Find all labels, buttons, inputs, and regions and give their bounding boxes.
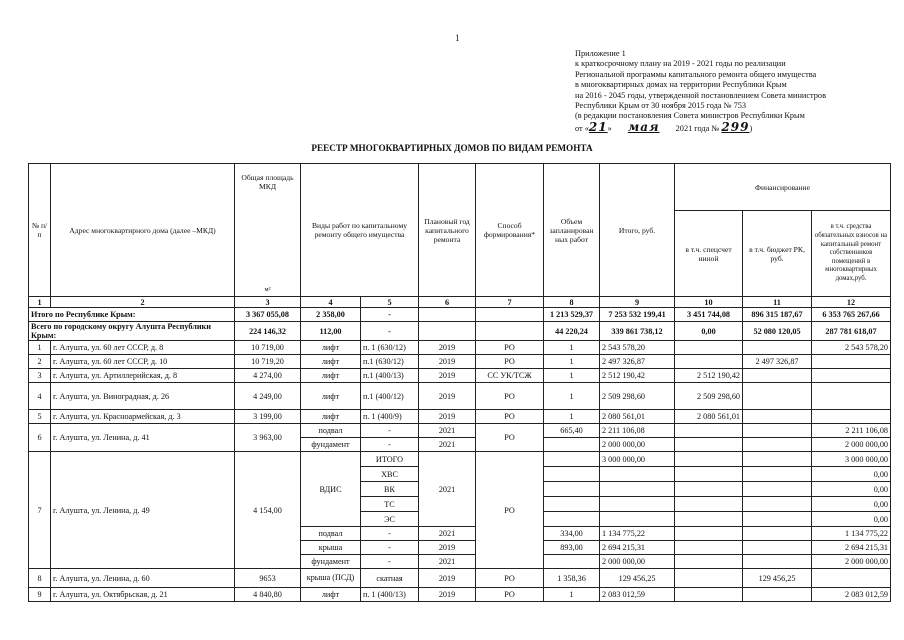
registry-table bbox=[28, 163, 891, 602]
summary-area: 3 367 055,08 bbox=[235, 308, 301, 322]
summary-total: 339 861 738,12 bbox=[600, 322, 675, 341]
appendix-line: Региональной программы капитального ремонта общего имущества bbox=[575, 69, 817, 79]
summary-fin3: 287 781 618,07 bbox=[812, 322, 891, 341]
header-volume: Объем запланирован ных работ bbox=[544, 164, 600, 297]
row-number: 9 bbox=[29, 588, 51, 602]
row-year: 2021 bbox=[419, 527, 476, 541]
summary-total: 7 253 532 199,41 bbox=[600, 308, 675, 322]
row-area: 3 963,00 bbox=[235, 424, 301, 452]
row-fin3 bbox=[812, 410, 891, 424]
row-fin3: 2 000 000,00 bbox=[812, 438, 891, 452]
table-row bbox=[29, 355, 891, 369]
row-address: г. Алушта, ул. Виноградная, д. 26 bbox=[51, 383, 235, 410]
row-total: 3 000 000,00 bbox=[600, 452, 675, 467]
row-work-detail: ИТОГО bbox=[361, 452, 419, 467]
registry-title: РЕЕСТР МНОГОКВАРТИРНЫХ ДОМОВ ПО ВИДАМ РЕМОНТА bbox=[311, 143, 593, 153]
col-num: 1 bbox=[29, 297, 51, 308]
row-work: подвал bbox=[301, 424, 361, 438]
row-fin3: 0,00 bbox=[812, 497, 891, 512]
date-quote: » bbox=[607, 123, 612, 133]
appendix-block bbox=[575, 49, 826, 134]
row-fin3: 2 000 000,00 bbox=[812, 555, 891, 569]
row-method: РО bbox=[476, 424, 544, 452]
row-fin2 bbox=[743, 424, 812, 438]
summary-row-alushta bbox=[29, 322, 891, 341]
row-volume: 1 bbox=[544, 341, 600, 355]
row-volume: 1 358,36 bbox=[544, 569, 600, 588]
row-work-detail: п.1 (400/13) bbox=[361, 369, 419, 383]
appendix-date-line bbox=[575, 119, 826, 134]
row-work: лифт bbox=[301, 588, 361, 602]
row-address: г. Алушта, ул. 60 лет СССР, д. 10 bbox=[51, 355, 235, 369]
row-total: 129 456,25 bbox=[600, 569, 675, 588]
col-num: 9 bbox=[600, 297, 675, 308]
row-work: лифт bbox=[301, 355, 361, 369]
row-fin1 bbox=[675, 555, 743, 569]
row-fin2 bbox=[743, 452, 812, 467]
row-number: 6 bbox=[29, 424, 51, 452]
row-address: г. Алушта, ул. Октябрьская, д. 21 bbox=[51, 588, 235, 602]
row-work-detail: п. 1 (400/13) bbox=[361, 588, 419, 602]
col-num: 11 bbox=[743, 297, 812, 308]
row-work-detail: - bbox=[361, 438, 419, 452]
row-fin1 bbox=[675, 512, 743, 527]
row-fin3: 2 543 578,20 bbox=[812, 341, 891, 355]
row-volume bbox=[544, 467, 600, 482]
row-fin3: 1 134 775,22 bbox=[812, 527, 891, 541]
summary-col4: 2 358,00 bbox=[301, 308, 361, 322]
col-num: 8 bbox=[544, 297, 600, 308]
appendix-line: (в редакции постановления Совета министров Республики Крым bbox=[575, 111, 805, 121]
row-work-detail: скатная bbox=[361, 569, 419, 588]
row-area: 4 274,00 bbox=[235, 369, 301, 383]
row-work-detail: ВК bbox=[361, 482, 419, 497]
row-work-detail: п. 1 (630/12) bbox=[361, 341, 419, 355]
row-fin1: 2 080 561,01 bbox=[675, 410, 743, 424]
header-num: № п/п bbox=[29, 164, 51, 297]
col-num: 5 bbox=[361, 297, 419, 308]
row-fin2 bbox=[743, 341, 812, 355]
summary-empty bbox=[476, 308, 544, 322]
summary-empty bbox=[476, 322, 544, 341]
row-address: г. Алушта, ул. 60 лет СССР, д. 8 bbox=[51, 341, 235, 355]
page-number: 1 bbox=[455, 33, 460, 43]
row-volume bbox=[544, 452, 600, 467]
header-area-label: Общая площадь МКД bbox=[241, 173, 294, 191]
row-fin3: 2 083 012,59 bbox=[812, 588, 891, 602]
row-total bbox=[600, 482, 675, 497]
row-area: 4 249,00 bbox=[235, 383, 301, 410]
row-work: фундамент bbox=[301, 438, 361, 452]
row-fin1 bbox=[675, 438, 743, 452]
row-volume: 1 bbox=[544, 410, 600, 424]
row-work-detail: - bbox=[361, 541, 419, 555]
summary-col5: - bbox=[361, 322, 419, 341]
row-fin2 bbox=[743, 369, 812, 383]
row-work: лифт bbox=[301, 369, 361, 383]
col-num: 2 bbox=[51, 297, 235, 308]
column-number-row bbox=[29, 297, 891, 308]
row-number: 1 bbox=[29, 341, 51, 355]
summary-label: Всего по городскому округу Алушта Республики Крым: bbox=[29, 322, 235, 341]
row-fin2 bbox=[743, 527, 812, 541]
row-volume: 893,00 bbox=[544, 541, 600, 555]
row-fin1 bbox=[675, 588, 743, 602]
appendix-line: Приложение 1 bbox=[575, 49, 626, 58]
row-fin3: 0,00 bbox=[812, 467, 891, 482]
row-fin1 bbox=[675, 497, 743, 512]
row-work-detail: - bbox=[361, 424, 419, 438]
row-method: РО bbox=[476, 410, 544, 424]
row-total: 2 083 012,59 bbox=[600, 588, 675, 602]
row-fin1 bbox=[675, 541, 743, 555]
row-work: ВДИС bbox=[301, 452, 361, 527]
col-num: 6 bbox=[419, 297, 476, 308]
row-work-detail: ЭС bbox=[361, 512, 419, 527]
row-year: 2019 bbox=[419, 541, 476, 555]
row-fin2 bbox=[743, 497, 812, 512]
row-fin3 bbox=[812, 383, 891, 410]
row-total: 2 543 578,20 bbox=[600, 341, 675, 355]
row-fin1 bbox=[675, 424, 743, 438]
row-year: 2019 bbox=[419, 569, 476, 588]
header-address: Адрес многоквартирного дома (далее –МКД) bbox=[51, 164, 235, 297]
row-area: 4 154,00 bbox=[235, 452, 301, 569]
row-total: 2 211 106,08 bbox=[600, 424, 675, 438]
row-fin2 bbox=[743, 541, 812, 555]
row-fin1 bbox=[675, 355, 743, 369]
summary-empty bbox=[419, 322, 476, 341]
row-fin1 bbox=[675, 527, 743, 541]
row-work-detail: п. 1 (400/9) bbox=[361, 410, 419, 424]
table-row bbox=[29, 452, 891, 467]
row-volume: 1 bbox=[544, 369, 600, 383]
row-total: 2 080 561,01 bbox=[600, 410, 675, 424]
summary-volume: 1 213 529,37 bbox=[544, 308, 600, 322]
header-works: Виды работ по капитальному ремонту общего имущества bbox=[301, 164, 419, 297]
summary-col4: 112,00 bbox=[301, 322, 361, 341]
header-year: Плановый год капитального ремонта bbox=[419, 164, 476, 297]
row-address: г. Алушта, ул. Красноармейская, д. 3 bbox=[51, 410, 235, 424]
row-work-detail: - bbox=[361, 555, 419, 569]
row-volume: 665,40 bbox=[544, 424, 600, 438]
row-year: 2019 bbox=[419, 341, 476, 355]
row-fin2 bbox=[743, 482, 812, 497]
row-fin3: 2 694 215,31 bbox=[812, 541, 891, 555]
row-fin1 bbox=[675, 467, 743, 482]
row-area: 3 199,00 bbox=[235, 410, 301, 424]
row-total bbox=[600, 467, 675, 482]
row-year: 2019 bbox=[419, 410, 476, 424]
row-total: 2 000 000,00 bbox=[600, 438, 675, 452]
col-num: 3 bbox=[235, 297, 301, 308]
row-year: 2021 bbox=[419, 452, 476, 527]
appendix-line: Республики Крым от 30 ноября 2015 года № 753 bbox=[575, 101, 747, 111]
row-address: г. Алушта, ул. Ленина, д. 60 bbox=[51, 569, 235, 588]
row-year: 2019 bbox=[419, 588, 476, 602]
row-total: 2 694 215,31 bbox=[600, 541, 675, 555]
row-fin1: 2 509 298,60 bbox=[675, 383, 743, 410]
table-row bbox=[29, 341, 891, 355]
row-fin3 bbox=[812, 569, 891, 588]
col-num: 12 bbox=[812, 297, 891, 308]
row-total bbox=[600, 512, 675, 527]
row-work: подвал bbox=[301, 527, 361, 541]
row-work-detail: ТС bbox=[361, 497, 419, 512]
row-fin2 bbox=[743, 438, 812, 452]
row-fin3 bbox=[812, 369, 891, 383]
row-method: РО bbox=[476, 341, 544, 355]
header-method: Способ формирования* bbox=[476, 164, 544, 297]
row-volume bbox=[544, 497, 600, 512]
summary-fin2: 896 315 187,67 bbox=[743, 308, 812, 322]
row-fin2 bbox=[743, 588, 812, 602]
summary-col5: - bbox=[361, 308, 419, 322]
row-fin3 bbox=[812, 355, 891, 369]
row-area: 10 719,00 bbox=[235, 341, 301, 355]
row-total: 2 509 298,60 bbox=[600, 383, 675, 410]
header-row bbox=[29, 164, 891, 211]
summary-volume: 44 220,24 bbox=[544, 322, 600, 341]
summary-fin3: 6 353 765 267,66 bbox=[812, 308, 891, 322]
header-area bbox=[235, 164, 301, 297]
summary-area: 224 146,32 bbox=[235, 322, 301, 341]
table-row bbox=[29, 410, 891, 424]
row-fin3: 0,00 bbox=[812, 512, 891, 527]
row-work: крыша bbox=[301, 541, 361, 555]
appendix-line: на 2016 - 2045 годы, утвержденной постановлением Совета министров bbox=[575, 90, 826, 100]
header-total: Итого, руб. bbox=[600, 164, 675, 297]
date-year: 2021 года № bbox=[675, 123, 720, 133]
row-number: 8 bbox=[29, 569, 51, 588]
row-total: 2 000 000,00 bbox=[600, 555, 675, 569]
row-address: г. Алушта, ул. Артиллерийская, д. 8 bbox=[51, 369, 235, 383]
row-fin1 bbox=[675, 482, 743, 497]
table-row bbox=[29, 588, 891, 602]
row-total: 1 134 775,22 bbox=[600, 527, 675, 541]
handwritten-number: 299 bbox=[721, 119, 750, 134]
row-volume bbox=[544, 512, 600, 527]
row-area: 9653 bbox=[235, 569, 301, 588]
row-address: г. Алушта, ул. Ленина, д. 41 bbox=[51, 424, 235, 452]
row-work: фундамент bbox=[301, 555, 361, 569]
row-volume bbox=[544, 482, 600, 497]
row-work-detail: - bbox=[361, 527, 419, 541]
table-row bbox=[29, 383, 891, 410]
row-year: 2019 bbox=[419, 383, 476, 410]
row-fin2: 129 456,25 bbox=[743, 569, 812, 588]
header-fin3: в т.ч. средства обязательных взносов на капитальный ремонт собственников помещений в многоквартирных домах,руб. bbox=[812, 211, 891, 297]
row-year: 2019 bbox=[419, 355, 476, 369]
row-number: 3 bbox=[29, 369, 51, 383]
row-fin3: 2 211 106,08 bbox=[812, 424, 891, 438]
row-fin1: 2 512 190,42 bbox=[675, 369, 743, 383]
row-method: РО bbox=[476, 383, 544, 410]
header-fin2: в т.ч. бюджет РК, руб. bbox=[743, 211, 812, 297]
col-num: 7 bbox=[476, 297, 544, 308]
date-prefix: от « bbox=[575, 123, 589, 133]
handwritten-day: 21 bbox=[588, 119, 608, 134]
summary-fin1: 0,00 bbox=[675, 322, 743, 341]
row-year: 2019 bbox=[419, 369, 476, 383]
row-method: РО bbox=[476, 355, 544, 369]
col-num: 4 bbox=[301, 297, 361, 308]
row-address: г. Алушта, ул. Ленина, д. 49 bbox=[51, 452, 235, 569]
row-method: РО bbox=[476, 452, 544, 569]
summary-fin2: 52 080 120,05 bbox=[743, 322, 812, 341]
row-number: 4 bbox=[29, 383, 51, 410]
row-method: РО bbox=[476, 569, 544, 588]
summary-empty bbox=[419, 308, 476, 322]
table-row bbox=[29, 424, 891, 438]
row-fin3: 3 000 000,00 bbox=[812, 452, 891, 467]
row-method: СС УК/ТСЖ bbox=[476, 369, 544, 383]
row-area: 4 840,80 bbox=[235, 588, 301, 602]
table-row bbox=[29, 369, 891, 383]
row-total: 2 512 190,42 bbox=[600, 369, 675, 383]
row-work-detail: п.1 (630/12) bbox=[361, 355, 419, 369]
row-fin1 bbox=[675, 341, 743, 355]
summary-row-crimea bbox=[29, 308, 891, 322]
row-fin2 bbox=[743, 467, 812, 482]
row-area: 10 719,20 bbox=[235, 355, 301, 369]
row-number: 2 bbox=[29, 355, 51, 369]
row-work: лифт bbox=[301, 410, 361, 424]
row-year: 2021 bbox=[419, 555, 476, 569]
appendix-line: в многоквартирных домах на территории Республики Крым bbox=[575, 80, 787, 90]
row-fin2 bbox=[743, 410, 812, 424]
row-fin3: 0,00 bbox=[812, 482, 891, 497]
row-number: 7 bbox=[29, 452, 51, 569]
row-year: 2021 bbox=[419, 438, 476, 452]
row-work-detail: ХВС bbox=[361, 467, 419, 482]
row-fin1 bbox=[675, 569, 743, 588]
row-number: 5 bbox=[29, 410, 51, 424]
handwritten-month: мая bbox=[627, 119, 660, 134]
header-area-unit: м² bbox=[264, 286, 271, 293]
row-volume: 334,00 bbox=[544, 527, 600, 541]
row-volume bbox=[544, 555, 600, 569]
row-fin2 bbox=[743, 383, 812, 410]
row-fin2 bbox=[743, 555, 812, 569]
row-work: крыша (ПСД) bbox=[301, 569, 361, 588]
row-method: РО bbox=[476, 588, 544, 602]
row-volume: 1 bbox=[544, 355, 600, 369]
row-total bbox=[600, 497, 675, 512]
row-fin2 bbox=[743, 512, 812, 527]
row-total: 2 497 326,87 bbox=[600, 355, 675, 369]
header-fin1: в т.ч. спецсчет ниной bbox=[675, 211, 743, 297]
table-row bbox=[29, 569, 891, 588]
appendix-line: к краткосрочному плану на 2019 - 2021 годы по реализации bbox=[575, 59, 786, 69]
row-work: лифт bbox=[301, 383, 361, 410]
row-volume: 1 bbox=[544, 588, 600, 602]
row-year: 2021 bbox=[419, 424, 476, 438]
row-fin1 bbox=[675, 452, 743, 467]
row-volume bbox=[544, 438, 600, 452]
summary-fin1: 3 451 744,08 bbox=[675, 308, 743, 322]
row-volume: 1 bbox=[544, 383, 600, 410]
row-fin2: 2 497 326,87 bbox=[743, 355, 812, 369]
header-financing: Финансирование bbox=[675, 164, 891, 211]
row-work-detail: п.1 (400/12) bbox=[361, 383, 419, 410]
date-end: ) bbox=[749, 123, 753, 133]
summary-label: Итого по Республике Крым: bbox=[29, 308, 235, 322]
col-num: 10 bbox=[675, 297, 743, 308]
row-work: лифт bbox=[301, 341, 361, 355]
